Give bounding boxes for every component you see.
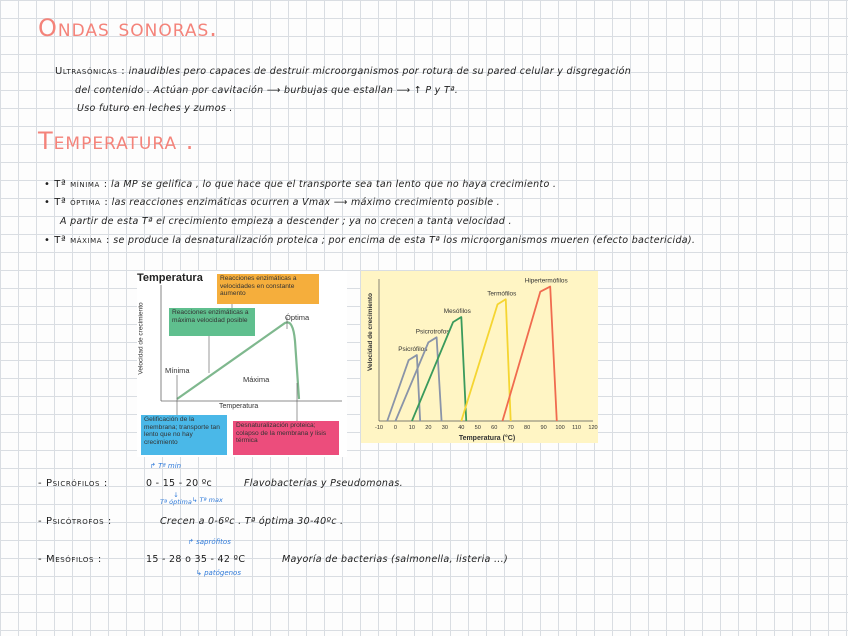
chart-x-tick: 60 bbox=[491, 425, 498, 431]
psicrofilos-range: 0 - 15 - 20 ºc bbox=[146, 478, 213, 489]
ultrasonicas-text1: inaudibles pero capaces de destruir microorganismos por rotura de su pared celular y disgregación bbox=[128, 66, 632, 77]
arrow-right-icon: ⟶ bbox=[396, 85, 411, 96]
tmin-text: la MP se gelifica , lo que hace que el transporte sea tan lento que no haya crecimiento . bbox=[111, 179, 557, 190]
tmin-label: • Tª mínima : bbox=[44, 179, 108, 190]
psicrotrofos-text: Crecen a 0-6ºc . Tª óptima 30-40ºc . bbox=[160, 516, 344, 527]
series-label-mesófilos: Mesófilos bbox=[443, 308, 471, 316]
mesofilos-row bbox=[38, 554, 102, 565]
chart-x-tick: 100 bbox=[555, 425, 565, 431]
series-label-psicrófilos: Psicrófilos bbox=[398, 346, 428, 354]
series-label-hipertermófilos: Hipertermófilos bbox=[524, 277, 568, 285]
figure1-xlabel: Temperatura bbox=[219, 403, 259, 410]
chart-x-tick: 30 bbox=[441, 425, 448, 431]
annotation-patogenos-arrow: ↳ bbox=[196, 569, 202, 577]
chart-x-tick: 0 bbox=[393, 425, 398, 431]
chart-x-tick: 50 bbox=[474, 425, 481, 431]
annotation-tmin-text: Tª min bbox=[158, 462, 182, 470]
chart-x-tick: 110 bbox=[572, 425, 581, 431]
annotation-topt-text: Tª óptima bbox=[160, 498, 192, 506]
psicrotrofos-row bbox=[38, 516, 112, 527]
chart-x-tick: 80 bbox=[524, 425, 531, 431]
psicrofilos-examples: Flavobacterias y Pseudomonas. bbox=[244, 478, 403, 489]
series-label-termófilos: Termófilos bbox=[487, 290, 517, 298]
chart-x-tick: 20 bbox=[425, 425, 432, 431]
psicrofilos-row bbox=[38, 478, 108, 489]
title-ondas-sonoras: Ondas sonoras. bbox=[38, 14, 218, 42]
annotation-saprofitos bbox=[188, 538, 231, 546]
figure1-title: Temperatura bbox=[137, 272, 203, 284]
title-temperatura: Temperatura . bbox=[38, 127, 195, 155]
tmax-label: • Tª máxima : bbox=[44, 235, 110, 246]
figure1-ylabel: Velocidad de crecimiento bbox=[137, 302, 145, 375]
arrow-right-icon: ⟶ bbox=[266, 85, 281, 96]
box-pink: Desnaturalización proteica; colapso de la membrana y lisis térmica bbox=[233, 421, 339, 455]
annotation-tmax bbox=[192, 496, 223, 504]
bullet-tmax bbox=[44, 235, 695, 246]
topt-text-a: las reacciones enzimáticas ocurren a Vmax bbox=[111, 197, 331, 208]
ultrasonicas-label: Ultrasónicas : bbox=[55, 66, 126, 77]
bullet-topt bbox=[44, 197, 500, 208]
psicrotrofos-label: - Psicótrofos : bbox=[38, 516, 112, 527]
annotation-tmax-text: Tª max bbox=[199, 496, 223, 504]
tmax-text: se produce la desnaturalización proteica ; por encima de esta Tª los microorganismos mueren (efecto bactericida). bbox=[113, 235, 696, 246]
series-label-psicrotrofos: Psicrotrofos bbox=[415, 328, 450, 336]
annotation-tmax-arrow: ↳ bbox=[192, 496, 198, 504]
chart-x-tick: 40 bbox=[458, 425, 465, 431]
chart-ylabel: Velocidad de crecimiento bbox=[367, 292, 374, 371]
bullet-tmin bbox=[44, 179, 556, 190]
annotation-patogenos bbox=[196, 569, 241, 577]
chart-svg bbox=[361, 271, 598, 443]
annotation-saprofitos-arrow: ↱ bbox=[188, 538, 194, 546]
annotation-patogenos-text: patógenos bbox=[204, 569, 241, 577]
annotation-topt-arrow: ↓ bbox=[173, 491, 179, 499]
annotation-saprofitos-text: saprófitos bbox=[196, 538, 231, 546]
arrow-right-icon: ⟶ bbox=[333, 197, 348, 208]
ultrasonicas-line3: Uso futuro en leches y zumos . bbox=[77, 103, 233, 114]
topt-text-b: máximo crecimiento posible . bbox=[351, 197, 500, 208]
annotation-tmin bbox=[150, 462, 181, 470]
label-maxima: Máxima bbox=[243, 375, 270, 384]
topt-line2: A partir de esta Tª el crecimiento empieza a descender ; ya no crecen a tanta velocidad . bbox=[60, 216, 512, 227]
chart-xlabel: Temperatura (°C) bbox=[458, 435, 516, 442]
label-minima: Mínima bbox=[165, 366, 190, 375]
chart-x-tick: 120 bbox=[588, 425, 598, 431]
ultrasonicas-line2 bbox=[75, 85, 458, 96]
ultrasonicas-text2b: burbujas que estallan bbox=[284, 85, 394, 96]
ultrasonicas-text2c: ↑ P y Tª. bbox=[413, 85, 459, 96]
topt-label: • Tª óptima : bbox=[44, 197, 109, 208]
label-optima: Óptima bbox=[285, 313, 310, 322]
box-orange: Reacciones enzimáticas a velocidades en constante aumento bbox=[217, 274, 319, 304]
ultrasonicas-line1 bbox=[55, 66, 631, 77]
box-green: Reacciones enzimáticas a máxima velocidad posible bbox=[169, 308, 255, 336]
psicrofilos-label: - Psicrófilos : bbox=[38, 478, 108, 489]
box-blue: Gelificación de la membrana; transporte tan lento que no hay crecimiento bbox=[141, 415, 227, 455]
temperature-growth-diagram bbox=[137, 271, 347, 457]
annotation-topt bbox=[160, 492, 192, 506]
ultrasonicas-text2a: del contenido . Actúan por cavitación bbox=[75, 85, 264, 96]
temperature-groups-chart bbox=[361, 271, 598, 443]
mesofilos-range: 15 - 28 o 35 - 42 ºC bbox=[146, 554, 246, 565]
mesofilos-label: - Mesófilos : bbox=[38, 554, 102, 565]
chart-x-tick: -10 bbox=[374, 425, 384, 431]
chart-x-tick: 70 bbox=[507, 425, 514, 431]
chart-x-tick: 10 bbox=[408, 425, 416, 431]
annotation-tmin-arrow: ↱ bbox=[150, 462, 156, 470]
chart-x-tick: 90 bbox=[540, 425, 547, 431]
mesofilos-text: Mayoría de bacterias (salmonella, listeria ...) bbox=[282, 554, 508, 565]
